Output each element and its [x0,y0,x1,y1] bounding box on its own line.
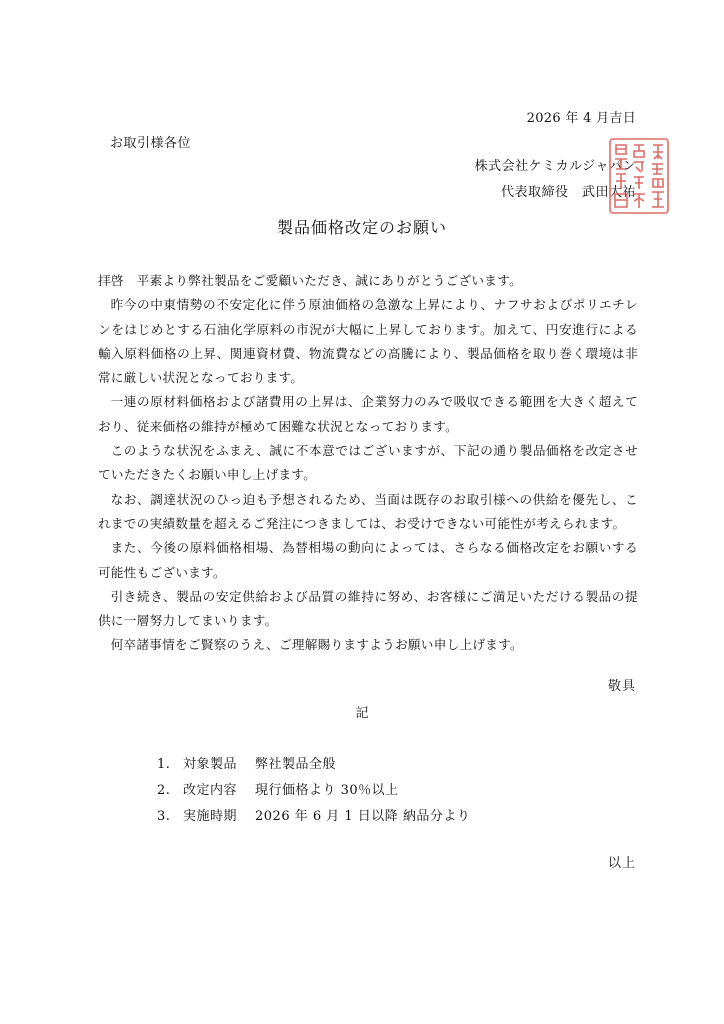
item-value: 弊社製品全般 [255,757,337,772]
closing-keigu: 敬具 [607,679,636,694]
sender-representative: 代表取締役 武田大祐 [500,185,636,200]
item-label: 実施時期 [183,809,238,824]
item-number: 1. [157,757,171,772]
company-seal-stamp [608,137,670,215]
body-paragraph: 引き続き、製品の安定供給および品質の維持に努め、お客様にご満足いただける製品の提供に一層努力してまいります。 [98,588,638,629]
item-label: 改定内容 [183,783,238,798]
body-paragraph: 昨今の中東情勢の不安定化に伴う原油価格の急激な上昇により、ナフサおよびポリエチレンをはじめとする石油化学原料の市況が大幅に上昇しております。加えて、円安進行による輸入原料価格の上昇、関連資材費、物流費などの高騰により、製品価格を取り巻く環境は非常に厳しい状況となっております。 [98,297,638,386]
letter-date: 2026 年 4 月吉日 [526,111,636,126]
document-title: 製品価格改定のお願い [276,218,447,237]
item-value: 現行価格より 30％以上 [255,783,399,798]
item-value: 2026 年 6 月 1 日以降 納品分より [255,809,471,824]
body-paragraph-greeting: 拝啓 平素より弊社製品をご愛顧いただき、誠にありがとうございます。 [98,273,522,288]
body-paragraph: 一連の原材料価格および諸費用の上昇は、企業努力のみで吸収できる範囲を大きく超えており、従来価格の維持が極めて困難な状況となっております。 [98,394,638,434]
item-number: 3. [157,809,171,824]
closing-ijou: 以上 [607,856,636,871]
detail-item [157,778,470,804]
details-list [157,752,470,830]
body-paragraph: また、今後の原料価格相場、為替相場の動向によっては、さらなる価格改定をお願いする可能性もございます。 [98,540,638,580]
ki-heading: 記 [355,706,369,721]
sender-company: 株式会社ケミカルジャパン [474,159,636,174]
detail-item [157,752,470,778]
body-paragraph: なお、調達状況のひっ迫も予想されるため、当面は既存のお取引様への供給を優先し、これまでの実績数量を超えるご発注につきましては、お受けできない可能性が考えられます。 [98,491,638,531]
detail-item [157,804,470,830]
letter-body [98,269,638,658]
item-label: 対象製品 [183,757,238,772]
body-paragraph: このような状況をふまえ、誠に不本意ではございますが、下記の通り製品価格を改定させていただきたくお願い申し上げます。 [98,443,638,483]
item-number: 2. [157,783,171,798]
recipient: お取引様各位 [110,136,192,151]
body-paragraph: 何卒諸事情をご賢察のうえ、ご理解賜りますようお願い申し上げます。 [110,637,523,653]
